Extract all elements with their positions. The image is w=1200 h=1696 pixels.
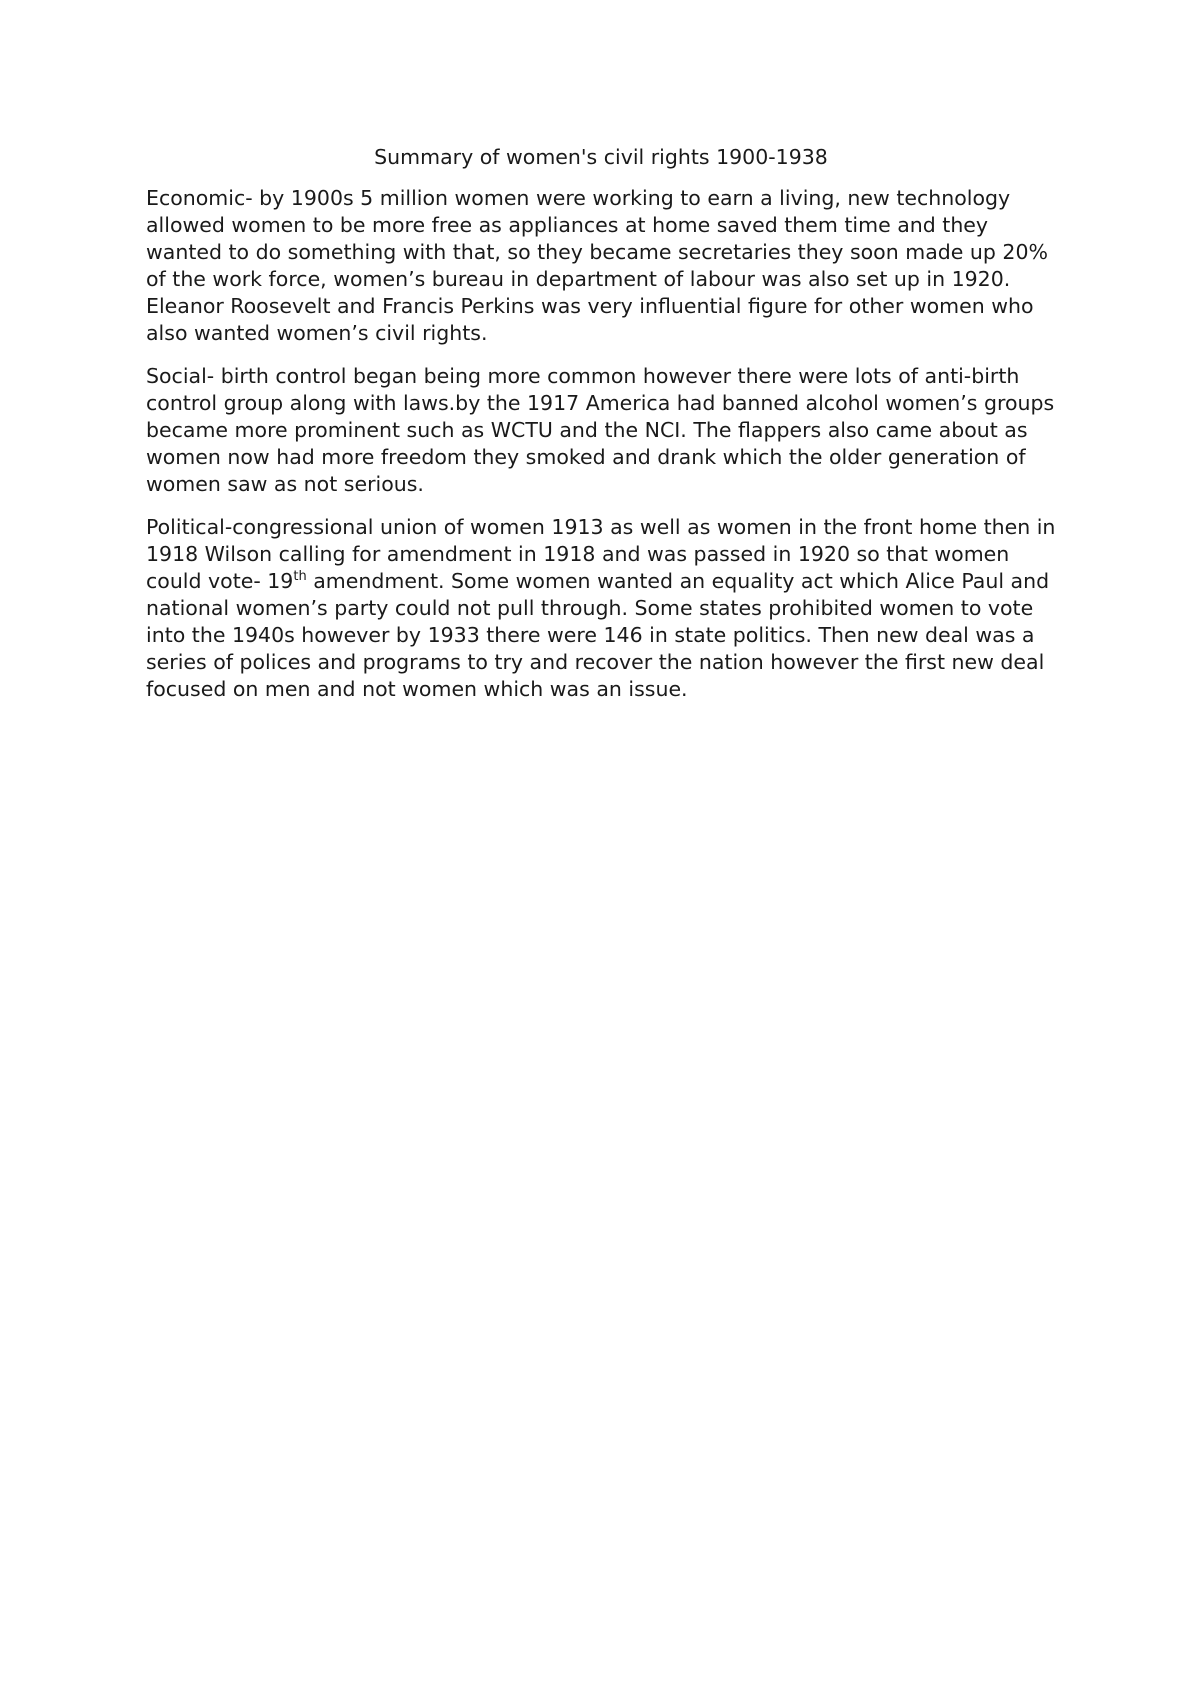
document-title: Summary of women's civil rights 1900-1938 bbox=[374, 145, 828, 169]
paragraph-economic: Economic- by 1900s 5 million women were working to earn a living, new technology allowed women to be more free as appliances at home saved them time and they wanted to do something with that, so they became secretaries they soon made up 20% of the work force, women’s bureau in department of labour was also set up in 1920. Eleanor Roosevelt and Francis Perkins was very influential figure for other women who also wanted women’s civil rights. bbox=[146, 186, 1048, 345]
ordinal-suffix: th bbox=[293, 569, 307, 585]
paragraph-political-text-start: Political-congressional union of women 1913 as well as women in the front home then in 1918 Wilson calling for amendment in 1918 and was passed in 1920 so that women could vote- 19 bbox=[146, 515, 1056, 593]
document-body bbox=[146, 144, 1056, 719]
paragraph-political-text-end: amendment. Some women wanted an equality act which Alice Paul and national women’s party could not pull through. Some states prohibited women to vote into the 1940s however by 1933 there were 146 in state politics. Then new deal was a series of polices and programs to try and recover the nation however the first new deal focused on men and not women which was an issue. bbox=[146, 569, 1050, 701]
paragraph-political bbox=[146, 514, 1056, 703]
paragraph-social: Social- birth control began being more common however there were lots of anti-birth control group along with laws.by the 1917 America had banned alcohol women’s groups became more prominent such as WCTU and the NCI. The flappers also came about as women now had more freedom they smoked and drank which the older generation of women saw as not serious. bbox=[146, 364, 1055, 496]
